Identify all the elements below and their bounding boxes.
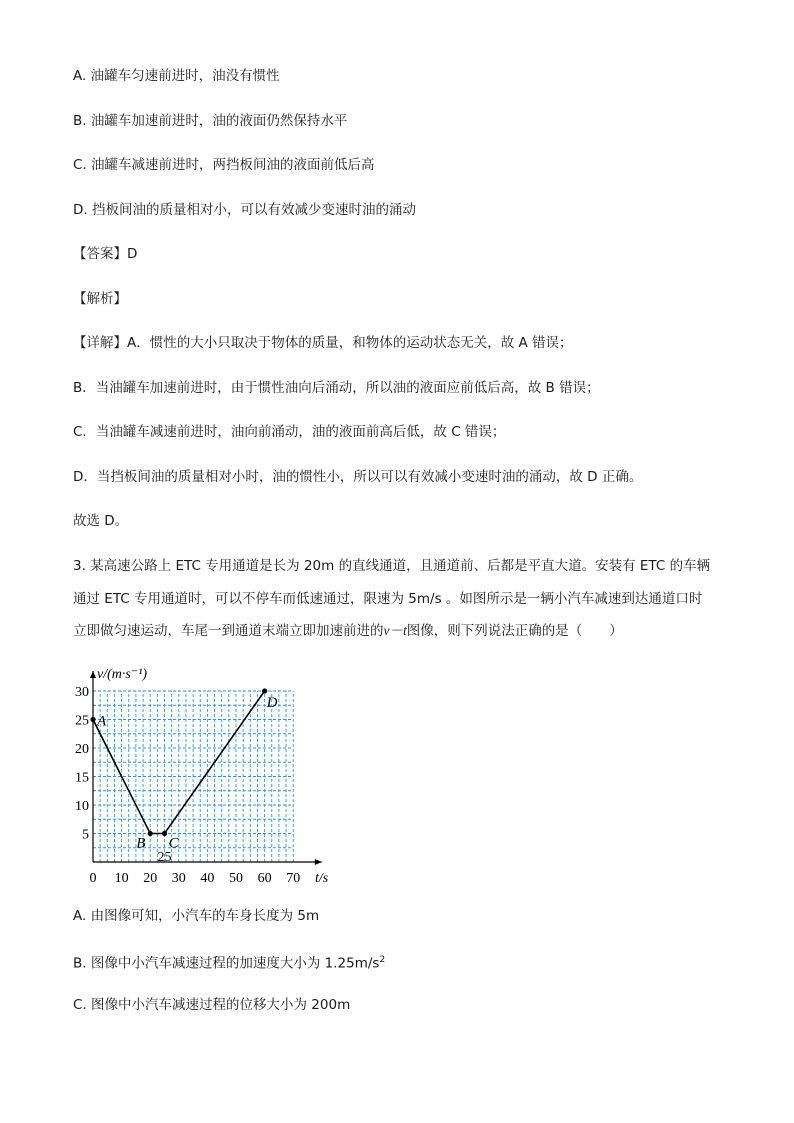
point-label-c: C (168, 835, 179, 852)
y-tick-label: 15 (75, 770, 89, 786)
option3-b (73, 950, 385, 974)
x-tick-label: 0 (89, 871, 97, 885)
y-tick-label: 25 (75, 713, 89, 729)
x-tick-label: 70 (286, 871, 301, 885)
question3-text-a: 立即做匀速运动，车尾一到通道末端立即加速前进的 (73, 623, 384, 639)
x-tick-label: 30 (171, 871, 186, 885)
y-tick-label: 5 (82, 827, 89, 843)
question3-line-1: 3. 某高速公路上 ETC 专用通道是长为 20m 的直线通道，且通道前、后都是平直大道。安装有 ETC 的车辆 (73, 558, 711, 574)
y-tick-label: 20 (75, 742, 89, 757)
x-axis-arrow (315, 859, 322, 865)
x-extra-tick-label: 25 (157, 850, 172, 865)
y-tick-label: 10 (75, 799, 89, 814)
data-point-c (162, 831, 167, 836)
x-tick-label: 10 (114, 871, 129, 885)
detail-line-3: C．当油罐车减速前进时，油向前涌动，油的液面前高后低，故 C 错误； (73, 424, 506, 440)
vt-chart (60, 655, 350, 885)
analysis-label: 【解析】 (73, 291, 127, 307)
question3-vt-var: v－t (383, 623, 407, 638)
x-axis-label: t/s (314, 871, 329, 885)
point-label-a: A (97, 713, 107, 730)
option3-c: C. 图像中小汽车减速过程的位移大小为 200m (73, 997, 351, 1013)
detail-line-2: B．当油罐车加速前进时，由于惯性油向后涌动，所以油的液面应前低后高，故 B 错误； (73, 380, 600, 396)
detail-conclusion: 故选 D。 (73, 513, 129, 529)
question3-text-b: 图像，则下列说法正确的是（ ） (406, 623, 623, 639)
y-axis-label: v/(m·s⁻¹) (97, 666, 148, 682)
option3-a: A. 由图像可知，小汽车的车身长度为 5m (73, 908, 320, 924)
point-label-d: D (266, 695, 278, 711)
option-b-prev: B. 油罐车加速前进时，油的液面仍然保持水平 (73, 113, 348, 129)
x-tick-label: 40 (200, 871, 215, 885)
option-d-prev: D. 挡板间油的质量相对小，可以有效减少变速时油的涌动 (73, 202, 416, 218)
question3-line-2: 通过 ETC 专用通道时，可以不停车而低速通过，限速为 5m/s 。如图所示是一辆小汽车减速到达通道口时 (73, 591, 703, 607)
option-c-prev: C. 油罐车减速前进时，两挡板间油的液面前低后高 (73, 157, 375, 173)
point-label-b: B (136, 835, 146, 852)
data-point-a (90, 717, 95, 722)
data-point-b (148, 831, 153, 836)
y-axis-arrow (90, 671, 96, 678)
question3-line-3 (73, 621, 623, 641)
x-tick-label: 50 (229, 871, 243, 885)
answer-line (73, 244, 137, 264)
answer-label: 【答案】 (73, 246, 127, 262)
data-point-d (262, 688, 267, 693)
x-tick-label: 60 (257, 871, 272, 885)
option3-b-sup: 2 (379, 955, 386, 965)
option-a-prev: A. 油罐车匀速前进时，油没有惯性 (73, 68, 280, 84)
option3-b-text: B. 图像中小汽车减速过程的加速度大小为 1.25m/s (73, 955, 380, 972)
y-tick-label: 30 (75, 685, 89, 700)
answer-value: D (127, 246, 138, 262)
detail-line-1: 【详解】A．惯性的大小只取决于物体的质量，和物体的运动状态无关，故 A 错误； (73, 335, 573, 351)
detail-line-4: D．当挡板间油的质量相对小时，油的惯性小，所以可以有效减小变速时油的涌动，故 D 正确。 (73, 469, 643, 485)
x-tick-label: 20 (143, 871, 158, 885)
